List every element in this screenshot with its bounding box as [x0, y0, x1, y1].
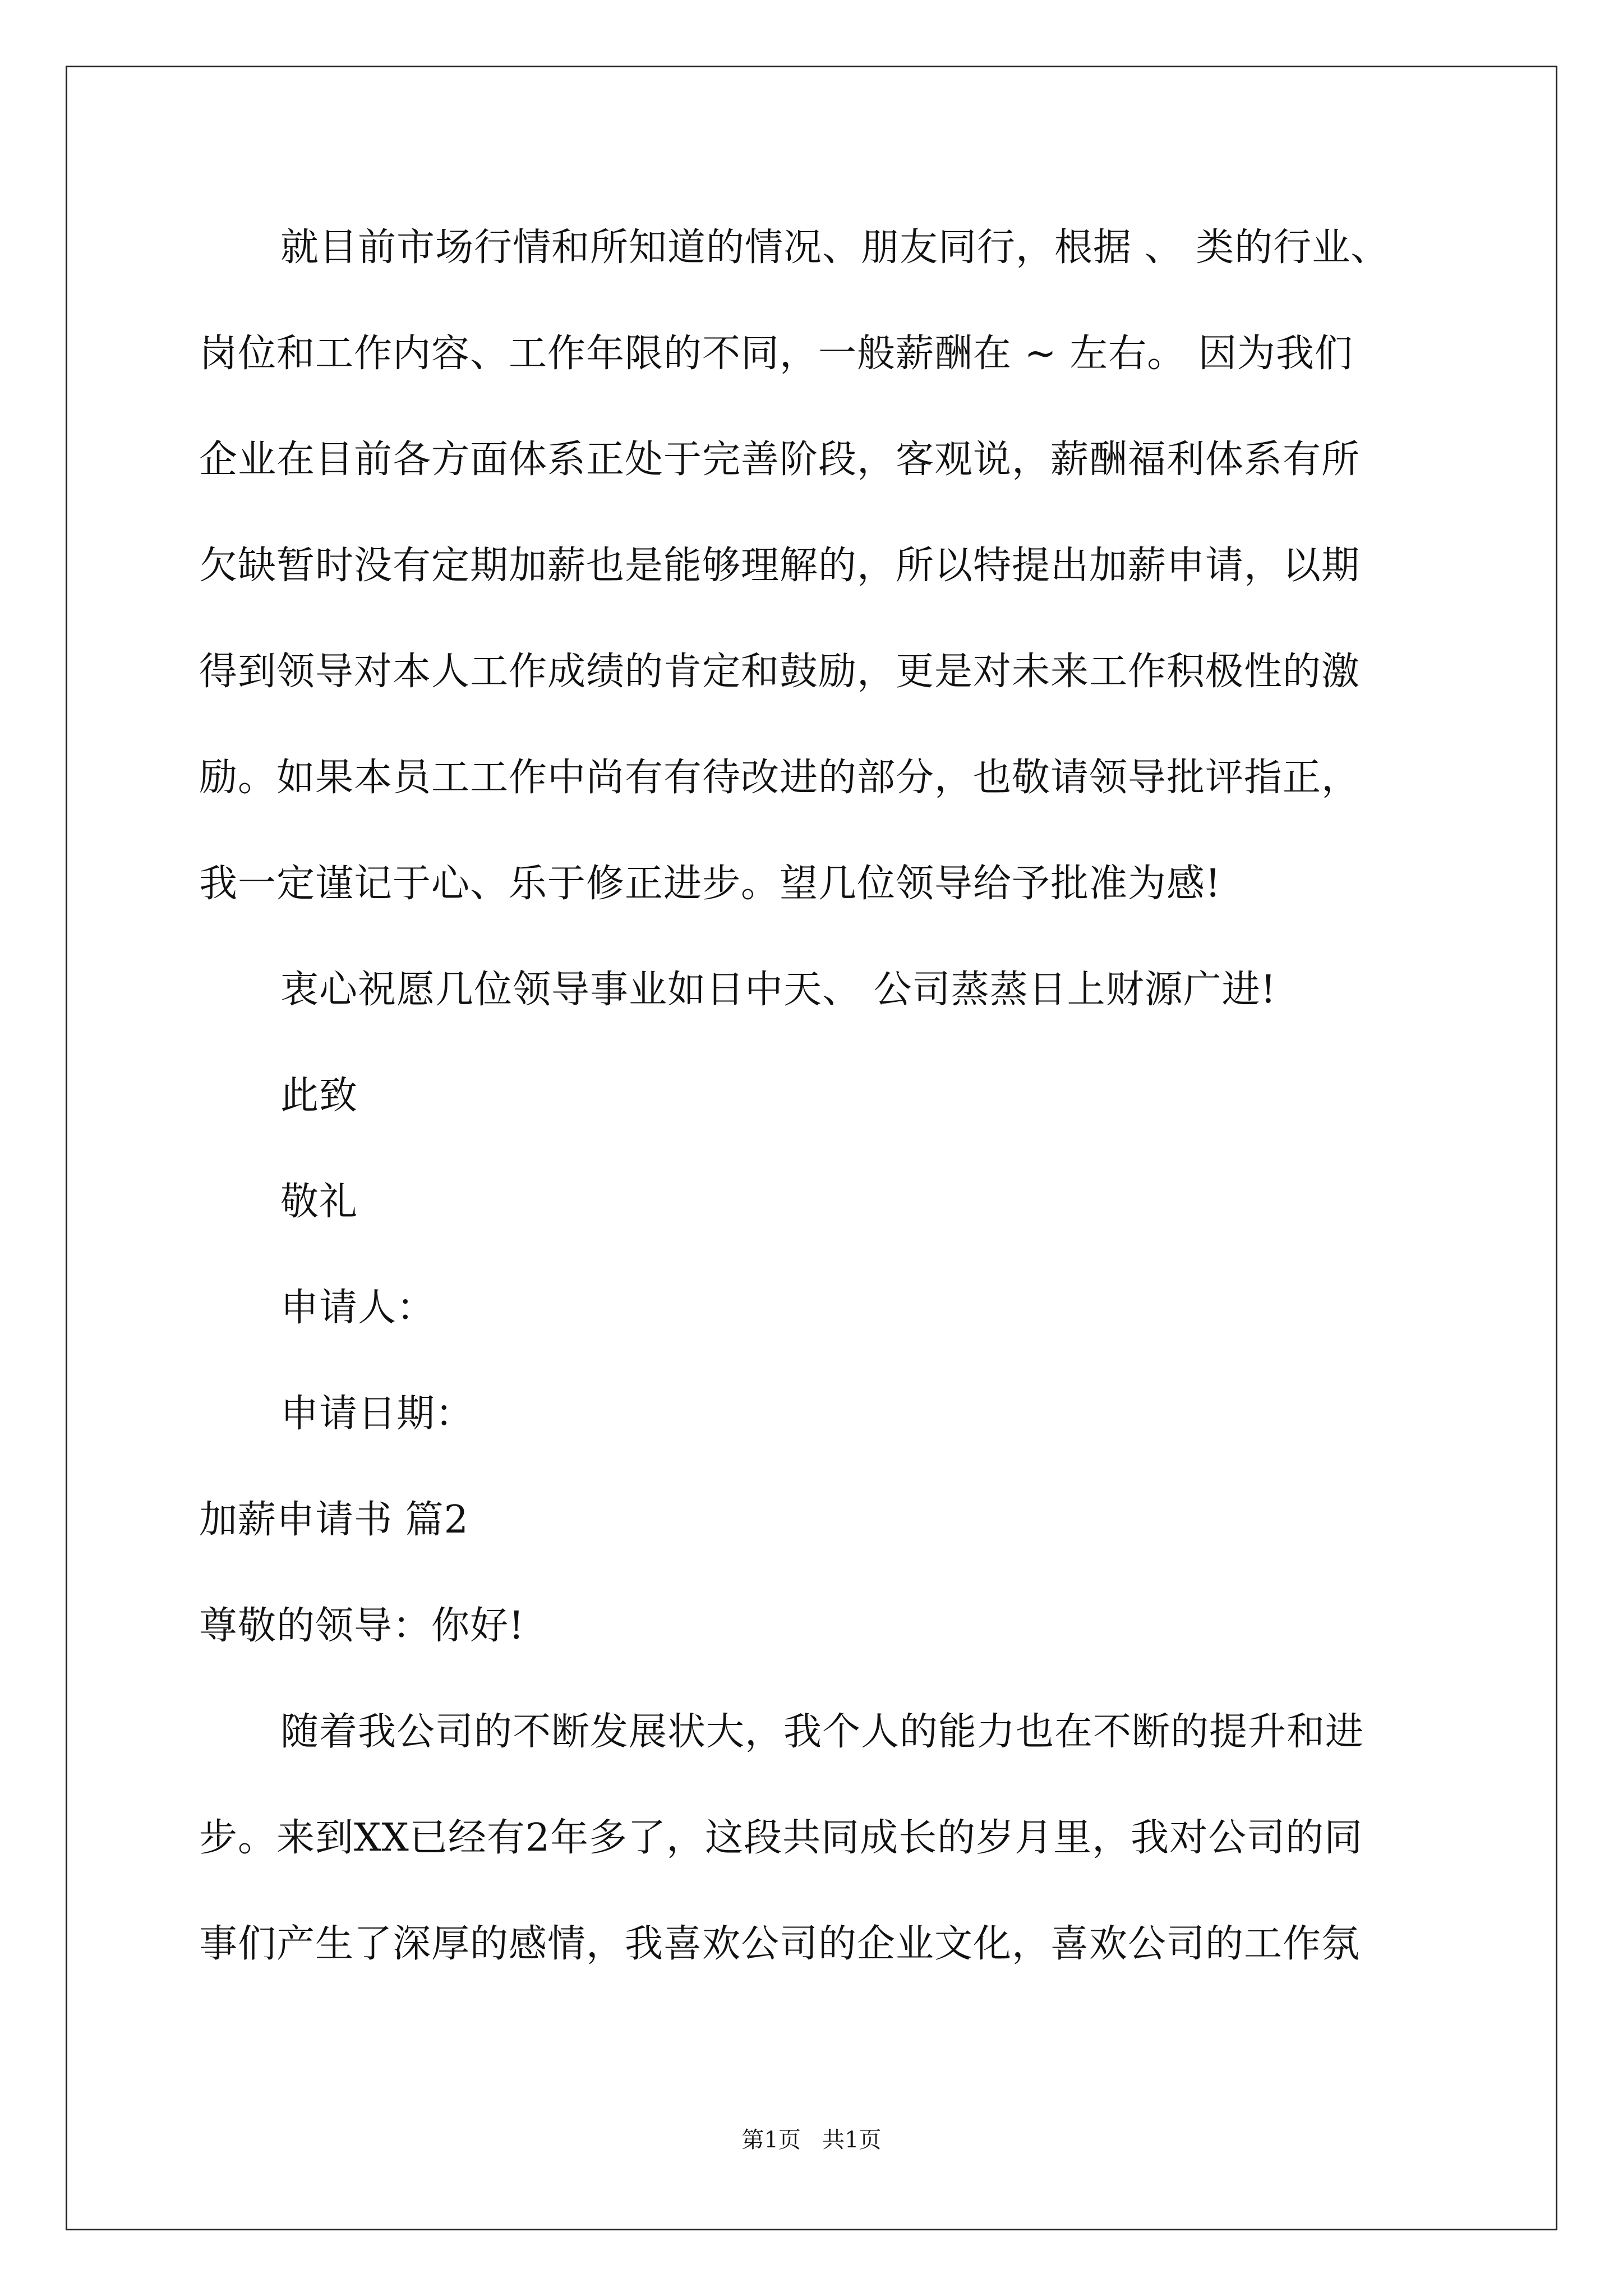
body-line: 企业在目前各方面体系正处于完善阶段，客观说，薪酬福利体系有所	[199, 438, 1361, 482]
body-line: 励。如果本员工工作中尚有有待改进的部分，也敬请领导批评指正，	[199, 756, 1361, 800]
page-number-footer: 第1页 共1页	[741, 2127, 882, 2153]
body-line: 岗位和工作内容、工作年限的不同，一般薪酬在 ~ 左右。 因为我们	[199, 332, 1353, 376]
body-line: 随着我公司的不断发展状大，我个人的能力也在不断的提升和进	[280, 1710, 1364, 1754]
page-border	[66, 66, 1557, 2230]
closing-wish: 衷心祝愿几位领导事业如日中天、 公司蒸蒸日上财源广进!	[280, 968, 1276, 1012]
section-heading: 加薪申请书 篇2	[199, 1498, 469, 1542]
applicant-label: 申请人：	[280, 1286, 436, 1330]
application-date-label: 申请日期：	[280, 1392, 474, 1436]
greeting-line: 尊敬的领导：你好!	[199, 1604, 525, 1648]
body-line: 事们产生了深厚的感情，我喜欢公司的企业文化，喜欢公司的工作氛	[199, 1922, 1361, 1966]
body-line: 就目前市场行情和所知道的情况、朋友同行，根据 、 类的行业、	[280, 226, 1390, 270]
body-line: 步。来到XX已经有2年多了，这段共同成长的岁月里，我对公司的同	[199, 1816, 1363, 1860]
salutation-jingli: 敬礼	[280, 1180, 358, 1224]
body-line: 我一定谨记于心、乐于修正进步。望几位领导给予批准为感!	[199, 862, 1221, 906]
body-line: 欠缺暂时没有定期加薪也是能够理解的，所以特提出加薪申请，以期	[199, 544, 1361, 588]
body-line: 得到领导对本人工作成绩的肯定和鼓励，更是对未来工作积极性的激	[199, 650, 1361, 694]
salutation-cizhi: 此致	[280, 1074, 358, 1118]
